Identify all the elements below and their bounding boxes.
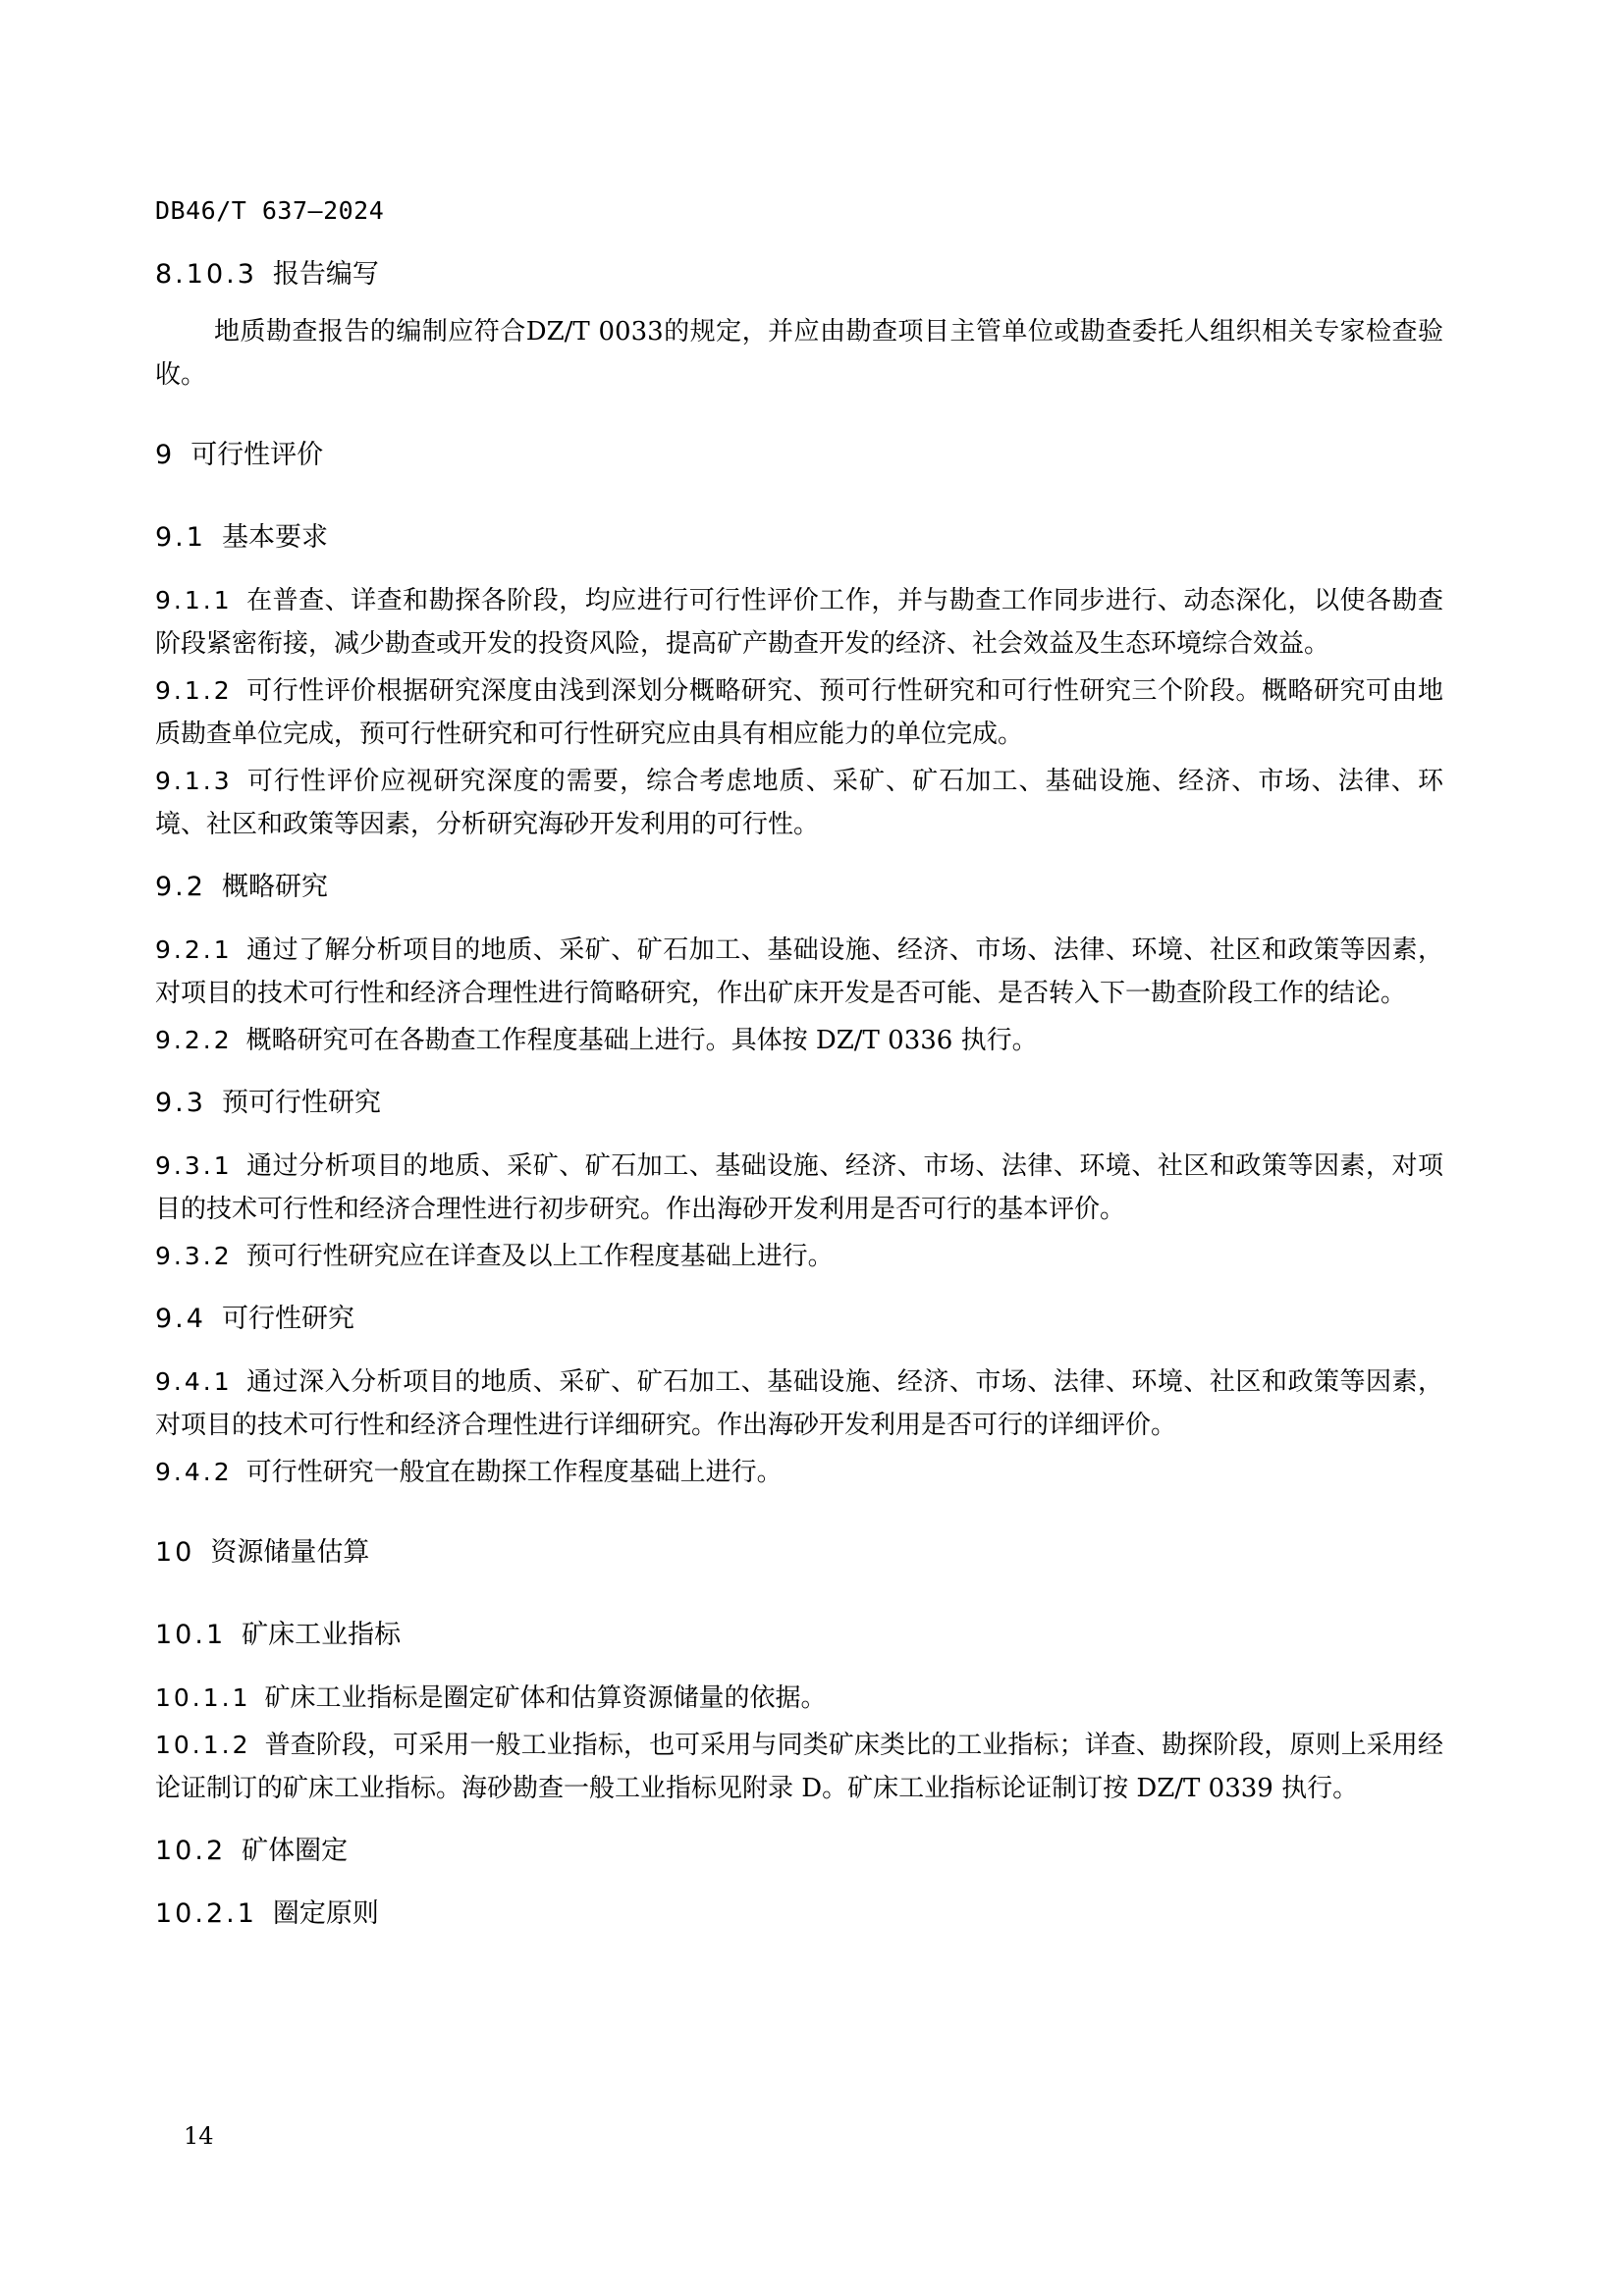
clause-text: 可行性评价根据研究深度由浅到深划分概略研究、预可行性研究和可行性研究三个阶段。概略研究可由地质勘查单位完成，预可行性研究和可行性研究应由具有相应能力的单位完成。 <box>155 676 1443 749</box>
clause-9-2-1 <box>155 929 1443 1015</box>
section-heading <box>155 1082 1443 1125</box>
section-title: 矿床工业指标 <box>242 1620 402 1650</box>
section-number: 9.3 <box>155 1088 206 1118</box>
chapter-number: 10 <box>155 1537 195 1568</box>
clause-number: 10.1.2 <box>155 1731 251 1759</box>
clause-text: 预可行性研究应在详查及以上工作程度基础上进行。 <box>245 1242 834 1271</box>
section-heading <box>155 1614 1443 1657</box>
section-9-4 <box>155 1298 1443 1494</box>
section-title: 预可行性研究 <box>221 1088 381 1118</box>
section-title: 概略研究 <box>221 872 328 902</box>
clause-text: 在普查、详查和勘探各阶段，均应进行可行性评价工作，并与勘查工作同步进行、动态深化，以使各勘查阶段紧密衔接，减少勘查或开发的投资风险，提高矿产勘查开发的经济、社会效益及生态环境综合效益。 <box>155 586 1443 659</box>
clause-text: 通过了解分析项目的地质、采矿、矿石加工、基础设施、经济、市场、法律、环境、社区和政策等因素，对项目的技术可行性和经济合理性进行简略研究，作出矿床开发是否可能、是否转入下一勘查阶段工作的结论。 <box>155 935 1443 1008</box>
clause-number: 9.2.1 <box>155 935 233 964</box>
document-body <box>155 253 1443 1955</box>
section-10-2 <box>155 1830 1443 1936</box>
chapter-number: 9 <box>155 440 176 470</box>
clause-10-1-2 <box>155 1724 1443 1810</box>
clause-9-4-2 <box>155 1451 1443 1494</box>
section-number: 9.1 <box>155 522 206 553</box>
clause-text: 通过分析项目的地质、采矿、矿石加工、基础设施、经济、市场、法律、环境、社区和政策等因素，对项目的技术可行性和经济合理性进行初步研究。作出海砂开发利用是否可行的基本评价。 <box>155 1151 1443 1224</box>
standard-code: DB46/T 637—2024 <box>155 196 385 225</box>
page-number: 14 <box>184 2122 214 2150</box>
section-8-10-3 <box>155 253 1443 397</box>
section-title: 报告编写 <box>272 259 379 290</box>
clause-text: 普查阶段，可采用一般工业指标，也可采用与同类矿床类比的工业指标；详查、勘探阶段，原则上采用经论证制订的矿床工业指标。海砂勘查一般工业指标见附录 D。矿床工业指标论证制订按 DZ/T 0339 执行。 <box>155 1731 1443 1803</box>
section-heading <box>155 1298 1443 1341</box>
clause-number: 9.1.2 <box>155 676 233 705</box>
clause-text: 可行性评价应视研究深度的需要，综合考虑地质、采矿、矿石加工、基础设施、经济、市场、法律、环境、社区和政策等因素，分析研究海砂开发利用的可行性。 <box>155 767 1443 839</box>
chapter-heading-10 <box>155 1531 1443 1575</box>
clause-number: 9.2.2 <box>155 1026 233 1054</box>
clause-text: 通过深入分析项目的地质、采矿、矿石加工、基础设施、经济、市场、法律、环境、社区和政策等因素，对项目的技术可行性和经济合理性进行详细研究。作出海砂开发利用是否可行的详细评价。 <box>155 1367 1443 1440</box>
clause-10-1-1 <box>155 1677 1443 1720</box>
section-heading <box>155 866 1443 909</box>
clause-9-3-1 <box>155 1145 1443 1231</box>
clause-number: 9.4.1 <box>155 1367 233 1396</box>
clause-9-4-1 <box>155 1361 1443 1447</box>
section-10-1 <box>155 1614 1443 1810</box>
clause-9-1-2 <box>155 669 1443 756</box>
clause-number: 9.1.1 <box>155 586 233 614</box>
section-title: 基本要求 <box>221 522 328 553</box>
section-heading <box>155 253 1443 296</box>
clause-title: 圈定原则 <box>272 1898 379 1929</box>
clause-9-1-1 <box>155 579 1443 666</box>
section-heading <box>155 1830 1443 1873</box>
clause-text: 矿床工业指标是圈定矿体和估算资源储量的依据。 <box>264 1683 827 1713</box>
section-number: 10.1 <box>155 1620 227 1650</box>
section-number: 10.2 <box>155 1836 227 1866</box>
clause-number: 9.3.1 <box>155 1151 233 1180</box>
section-heading <box>155 516 1443 560</box>
chapter-title: 可行性评价 <box>190 440 324 470</box>
paragraph: 地质勘查报告的编制应符合DZ/T 0033的规定，并应由勘查项目主管单位或勘查委托人组织相关专家检查验收。 <box>155 317 1443 390</box>
section-number: 9.4 <box>155 1304 206 1334</box>
clause-number: 10.1.1 <box>155 1683 251 1712</box>
section-9-2 <box>155 866 1443 1062</box>
section-title: 矿体圈定 <box>242 1836 349 1866</box>
clause-number: 9.1.3 <box>155 767 233 795</box>
chapter-heading-9 <box>155 434 1443 477</box>
chapter-title: 资源储量估算 <box>210 1537 370 1568</box>
clause-10-2-1-heading <box>155 1893 1443 1936</box>
section-title: 可行性研究 <box>221 1304 354 1334</box>
section-number: 8.10.3 <box>155 259 257 290</box>
clause-9-3-2 <box>155 1235 1443 1278</box>
clause-number: 9.4.2 <box>155 1458 233 1486</box>
clause-number: 10.2.1 <box>155 1898 257 1929</box>
clause-text: 可行性研究一般宜在勘探工作程度基础上进行。 <box>245 1458 783 1487</box>
clause-number: 9.3.2 <box>155 1242 233 1270</box>
section-number: 9.2 <box>155 872 206 902</box>
section-9-1 <box>155 516 1443 846</box>
clause-9-2-2 <box>155 1019 1443 1062</box>
section-9-3 <box>155 1082 1443 1278</box>
clause-9-1-3 <box>155 760 1443 846</box>
clause-text: 概略研究可在各勘查工作程度基础上进行。具体按 DZ/T 0336 执行。 <box>245 1026 1038 1055</box>
